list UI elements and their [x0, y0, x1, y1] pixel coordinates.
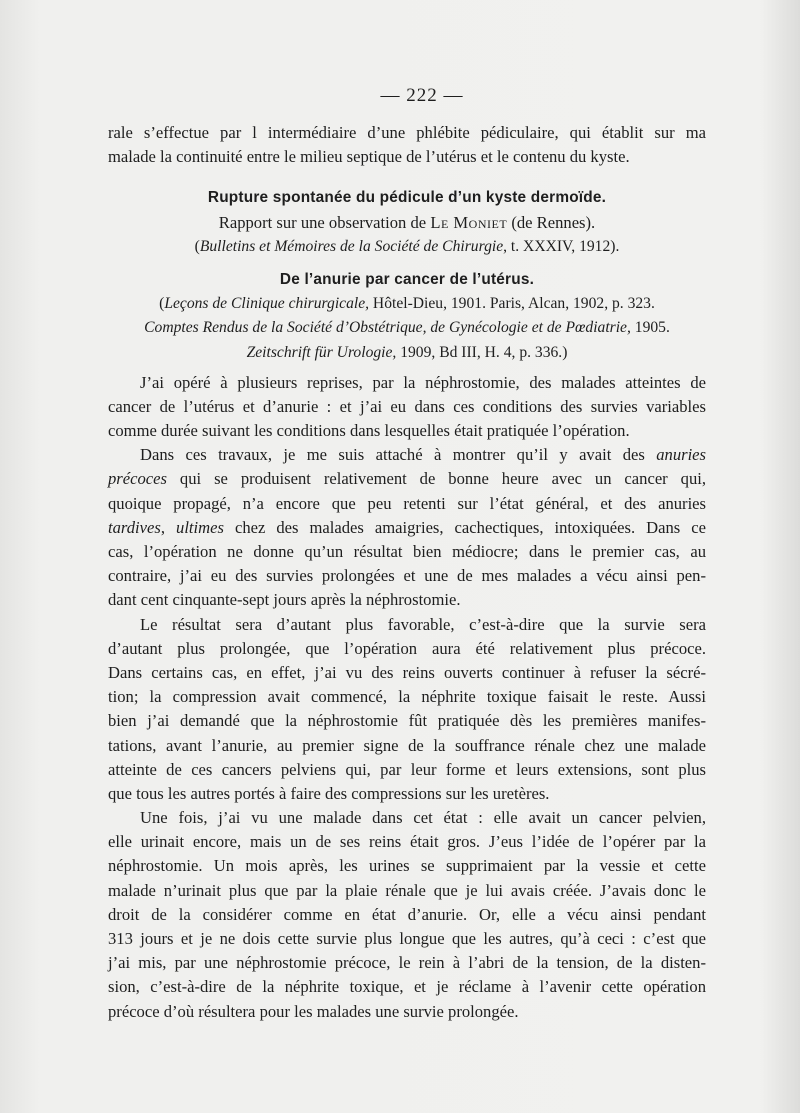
ref-open: (	[159, 295, 165, 313]
paragraph-1	[108, 371, 706, 444]
emphasis: anuries	[656, 445, 706, 465]
ref-details: , t. XXXIV, 1912).	[503, 237, 620, 255]
text-line: elle urinait encore, mais un de ses reins était gros. J’eus l’idée de l’opérer par la	[108, 832, 706, 852]
text-line: dant cent cinquante-sept jours après la néphrostomie.	[108, 590, 461, 610]
text-line: cancer de l’utérus et d’anurie : et j’ai eu dans ces conditions des survies variables	[108, 396, 706, 416]
text-line: J’ai opéré à plusieurs reprises, par la néphrostomie, des malades atteintes de	[140, 372, 706, 392]
journal-title: Comptes Rendus de la Société d’Obstétrique, de Gynécologie et de Pœdiatrie,	[144, 319, 631, 337]
paragraph-3	[108, 613, 706, 807]
text-line: droit de la considérer comme en état d’anurie. Or, elle a vécu ainsi pendant	[108, 904, 706, 924]
emphasis: précoces	[108, 469, 167, 489]
emphasis: ultimes	[176, 517, 224, 537]
ref-details: 1909, Bd III, H. 4, p. 336.)	[396, 343, 568, 361]
text-line: contraire, j’ai eu des survies prolongées et une de mes malades a vécu ainsi pen-	[108, 566, 706, 586]
text-run: ,	[160, 517, 177, 537]
text-line: sion, c’est-à-dire de la néphrite toxique, et je réclame à l’avenir cette opération	[108, 977, 706, 997]
text-run: qui se produisent relativement de bonne heure avec un cancer qui,	[166, 469, 706, 489]
report-prefix: Rapport sur une observation de	[218, 212, 427, 232]
text-line: j’ai mis, par une néphrostomie précoce, le rein à l’abri de la tension, de la disten-	[108, 953, 706, 973]
paragraph-2	[108, 443, 706, 612]
journal-title: Zeitschrift für Urologie,	[246, 343, 397, 361]
text-line: rale s’effectue par l intermédiaire d’une phlébite pédiculaire, qui établit sur ma	[108, 123, 706, 142]
text-line: précoce d’où résultera pour les malades une survie prolongée.	[108, 1001, 519, 1021]
emphasis: tardives	[108, 517, 161, 537]
text-line: d’autant plus prolongée, que l’opération aura été relativement plus précoce.	[108, 638, 706, 658]
text-line: Dans certains cas, en effet, j’ai vu des reins ouverts continuer à refuser la sécré-	[108, 662, 706, 682]
ref-open: (	[194, 237, 200, 255]
text-line: Le résultat sera d’autant plus favorable, c’est-à-dire que la survie sera	[140, 614, 706, 634]
text-line: malade la continuité entre le milieu septique de l’utérus et le contenu du kyste.	[108, 147, 630, 167]
text-run: Dans ces travaux, je me suis attaché à montrer qu’il y avait des	[140, 445, 657, 465]
report-line	[108, 211, 706, 235]
text-line: comme durée suivant les conditions dans lesquelles était pratiquée l’opération.	[108, 421, 630, 441]
report-author: Le Moniet	[430, 212, 508, 232]
text-line	[108, 516, 706, 540]
book-title: Leçons de Clinique chirurgicale,	[164, 295, 370, 313]
text-line: tion; la compression avait commencé, la néphrite toxique faisait le reste. Aussi	[108, 687, 706, 707]
page-number: — 222 —	[380, 85, 464, 106]
text-line: néphrostomie. Un mois après, les urines se supprimaient par la vessie et cette	[108, 856, 706, 876]
reference-line	[108, 316, 706, 340]
text-line	[108, 443, 706, 467]
text-run: chez des malades amaigries, cachectiques, intoxiquées. Dans ce	[223, 517, 706, 537]
text-line: cas, l’opération ne donne qu’un résultat bien médiocre; dans le premier cas, au	[108, 542, 706, 561]
text-line: 313 jours et je ne dois cette survie plus longue que les autres, qu’à ceci : c’est que	[108, 929, 706, 948]
report-suffix: (de Rennes).	[511, 212, 596, 232]
reference-line	[108, 235, 706, 259]
journal-title: Bulletins et Mémoires de la Société de Chirurgie	[199, 237, 504, 255]
intro-paragraph	[108, 121, 706, 169]
reference-line	[108, 341, 706, 365]
text-line: tations, avant l’anurie, au premier signe de la souffrance rénale chez une malade	[108, 735, 706, 755]
text-line: bien j’ai demandé que la néphrostomie fût pratiquée dès les premières manifes-	[108, 711, 706, 731]
reference-line	[108, 292, 706, 316]
text-line	[108, 467, 706, 491]
text-line: atteinte de ces cancers pelviens qui, par leur forme et leurs extensions, sont plus	[108, 759, 706, 779]
text-line: quoique propagé, n’a encore que peu retenti sur l’état général, et des anuries	[108, 493, 706, 513]
ref-details: 1905.	[630, 319, 670, 337]
ref-details: Hôtel-Dieu, 1901. Paris, Alcan, 1902, p. 323.	[369, 295, 655, 313]
paragraph-4	[108, 806, 706, 1024]
text-line: que tous les autres portés à faire des compressions sur les uretères.	[108, 783, 550, 803]
text-line: Une fois, j’ai vu une malade dans cet état : elle avait un cancer pelvien,	[140, 808, 706, 828]
page-text	[108, 85, 706, 1024]
section-heading-anurie: De l’anurie par cancer de l’utérus.	[279, 270, 535, 288]
section-heading-rupture: Rupture spontanée du pédicule d’un kyste dermoïde.	[207, 189, 607, 207]
text-line: malade n’urinait plus que par la plaie rénale que je lui avais créée. J’avais donc le	[108, 880, 706, 900]
